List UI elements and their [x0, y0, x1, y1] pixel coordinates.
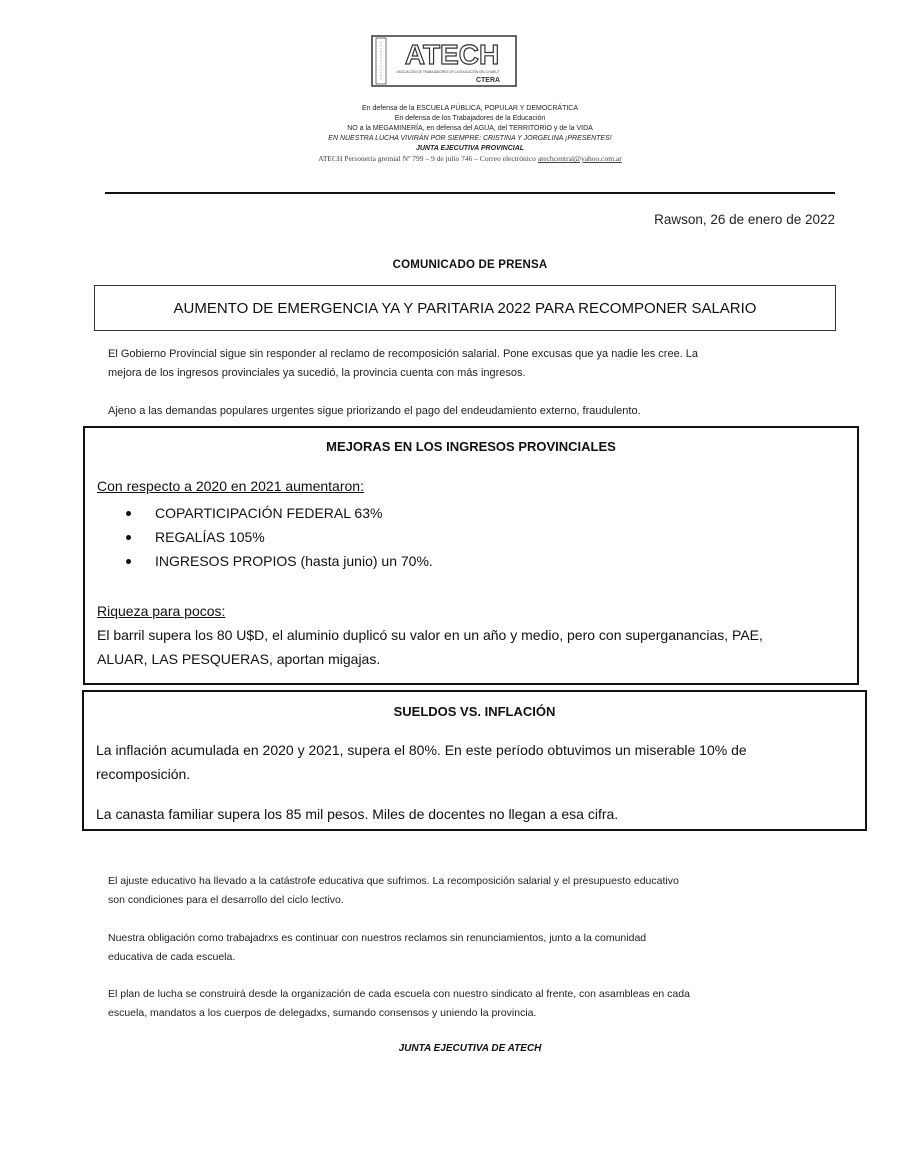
list-item: COPARTICIPACIÓN FEDERAL 63%: [97, 501, 433, 525]
signature: JUNTA EJECUTIVA DE ATECH: [398, 1043, 542, 1054]
logo-affiliation: CTERA: [475, 77, 501, 84]
salary-box-title: SUELDOS VS. INFLACIÓN: [393, 704, 556, 719]
legal-line: [200, 154, 740, 164]
intro-paragraph-1: [108, 345, 833, 383]
text-line: El Gobierno Provincial sigue sin responder al reclamo de recomposición salarial. Pone excusas que ya nadie les cree. La: [108, 348, 699, 360]
salary-box: [82, 690, 867, 831]
text-line: mejora de los ingresos provinciales ya sucedió, la provincia cuenta con más ingresos.: [108, 367, 526, 379]
closing-paragraph-2: [108, 929, 833, 967]
salary-text: [96, 738, 747, 786]
press-release-title: COMUNICADO DE PRENSA: [392, 259, 548, 271]
text-line: El barril supera los 80 U$D, el aluminio duplicó su valor en un año y medio, pero con superganancias, PAE,: [97, 627, 763, 643]
text-line: El plan de lucha se construirá desde la organización de cada escuela con nuestro sindicato al frente, con asambleas en cada: [108, 988, 690, 1000]
motto-line: En defensa de los Trabajadores de la Educación: [394, 115, 546, 122]
text-line: El ajuste educativo ha llevado a la catástrofe educativa que sufrimos. La recomposición salarial y el presupuesto educativo: [108, 875, 679, 887]
income-subtitle: Con respecto a 2020 en 2021 aumentaron:: [97, 478, 364, 494]
income-list: [97, 501, 433, 573]
header-rule: [105, 192, 835, 194]
text-line: escuela, mandatos a los cuerpos de delegadxs, sumando consensos y uniendo la provincia.: [108, 1007, 537, 1019]
legal-text: ATECH Personería gremial Nº 799 – 9 de julio 746 – Correo electrónico: [318, 154, 536, 163]
text-line: recomposición.: [96, 766, 191, 782]
headline-box: [94, 285, 836, 331]
headline-text: AUMENTO DE EMERGENCIA YA Y PARITARIA 2022 PARA RECOMPONER SALARIO: [173, 299, 757, 317]
motto-line: EN NUESTRA LUCHA VIVIRÁN POR SIEMPRE: CRISTINA Y JORGELINA ¡PRESENTES!: [328, 135, 612, 142]
email-link[interactable]: atechcentral@yahoo.com.ar: [537, 154, 622, 163]
text-line: Nuestra obligación como trabajadrxs es continuar con nuestros reclamos sin renunciamientos, junto a la comunidad: [108, 932, 647, 944]
logo-subtext: ASOCIACIÓN DE TRABAJADORES DE LA EDUCACIÓN DEL CHUBUT: [396, 70, 500, 74]
motto-line: NO a la MEGAMINERÍA, en defensa del AGUA, del TERRITORIO y de la VIDA: [347, 125, 593, 132]
text-line: ALUAR, LAS PESQUERAS, aportan migajas.: [97, 651, 381, 667]
wealth-subtitle: Riqueza para pocos:: [97, 603, 226, 619]
text-line: Ajeno a las demandas populares urgentes sigue priorizando el pago del endeudamiento externo, fraudulento.: [108, 405, 641, 417]
letterhead-mottos: [200, 104, 740, 164]
wealth-text: [97, 623, 763, 671]
atech-logo: [370, 34, 518, 88]
text-line: La inflación acumulada en 2020 y 2021, supera el 80%. En este período obtuvimos un miserable 10% de: [96, 742, 747, 758]
income-box: [83, 426, 859, 685]
basket-text: La canasta familiar supera los 85 mil pesos. Miles de docentes no llegan a esa cifra.: [96, 806, 619, 822]
motto-line: JUNTA EJECUTIVA PROVINCIAL: [415, 145, 525, 152]
text-line: educativa de cada escuela.: [108, 951, 236, 963]
motto-line: En defensa de la ESCUELA PÚBLICA, POPULAR Y DEMOCRÁTICA: [361, 105, 579, 112]
income-box-title: MEJORAS EN LOS INGRESOS PROVINCIALES: [326, 439, 616, 454]
document-date: Rawson, 26 de enero de 2022: [654, 212, 835, 227]
logo-wordmark: ATECH: [404, 39, 500, 70]
text-line: son condiciones para el desarrollo del ciclo lectivo.: [108, 894, 344, 906]
closing-paragraph-3: [108, 985, 833, 1023]
list-item: REGALÍAS 105%: [97, 525, 433, 549]
intro-paragraph-2: [108, 402, 833, 421]
closing-paragraph-1: [108, 872, 833, 910]
list-item: INGRESOS PROPIOS (hasta junio) un 70%.: [97, 549, 433, 573]
